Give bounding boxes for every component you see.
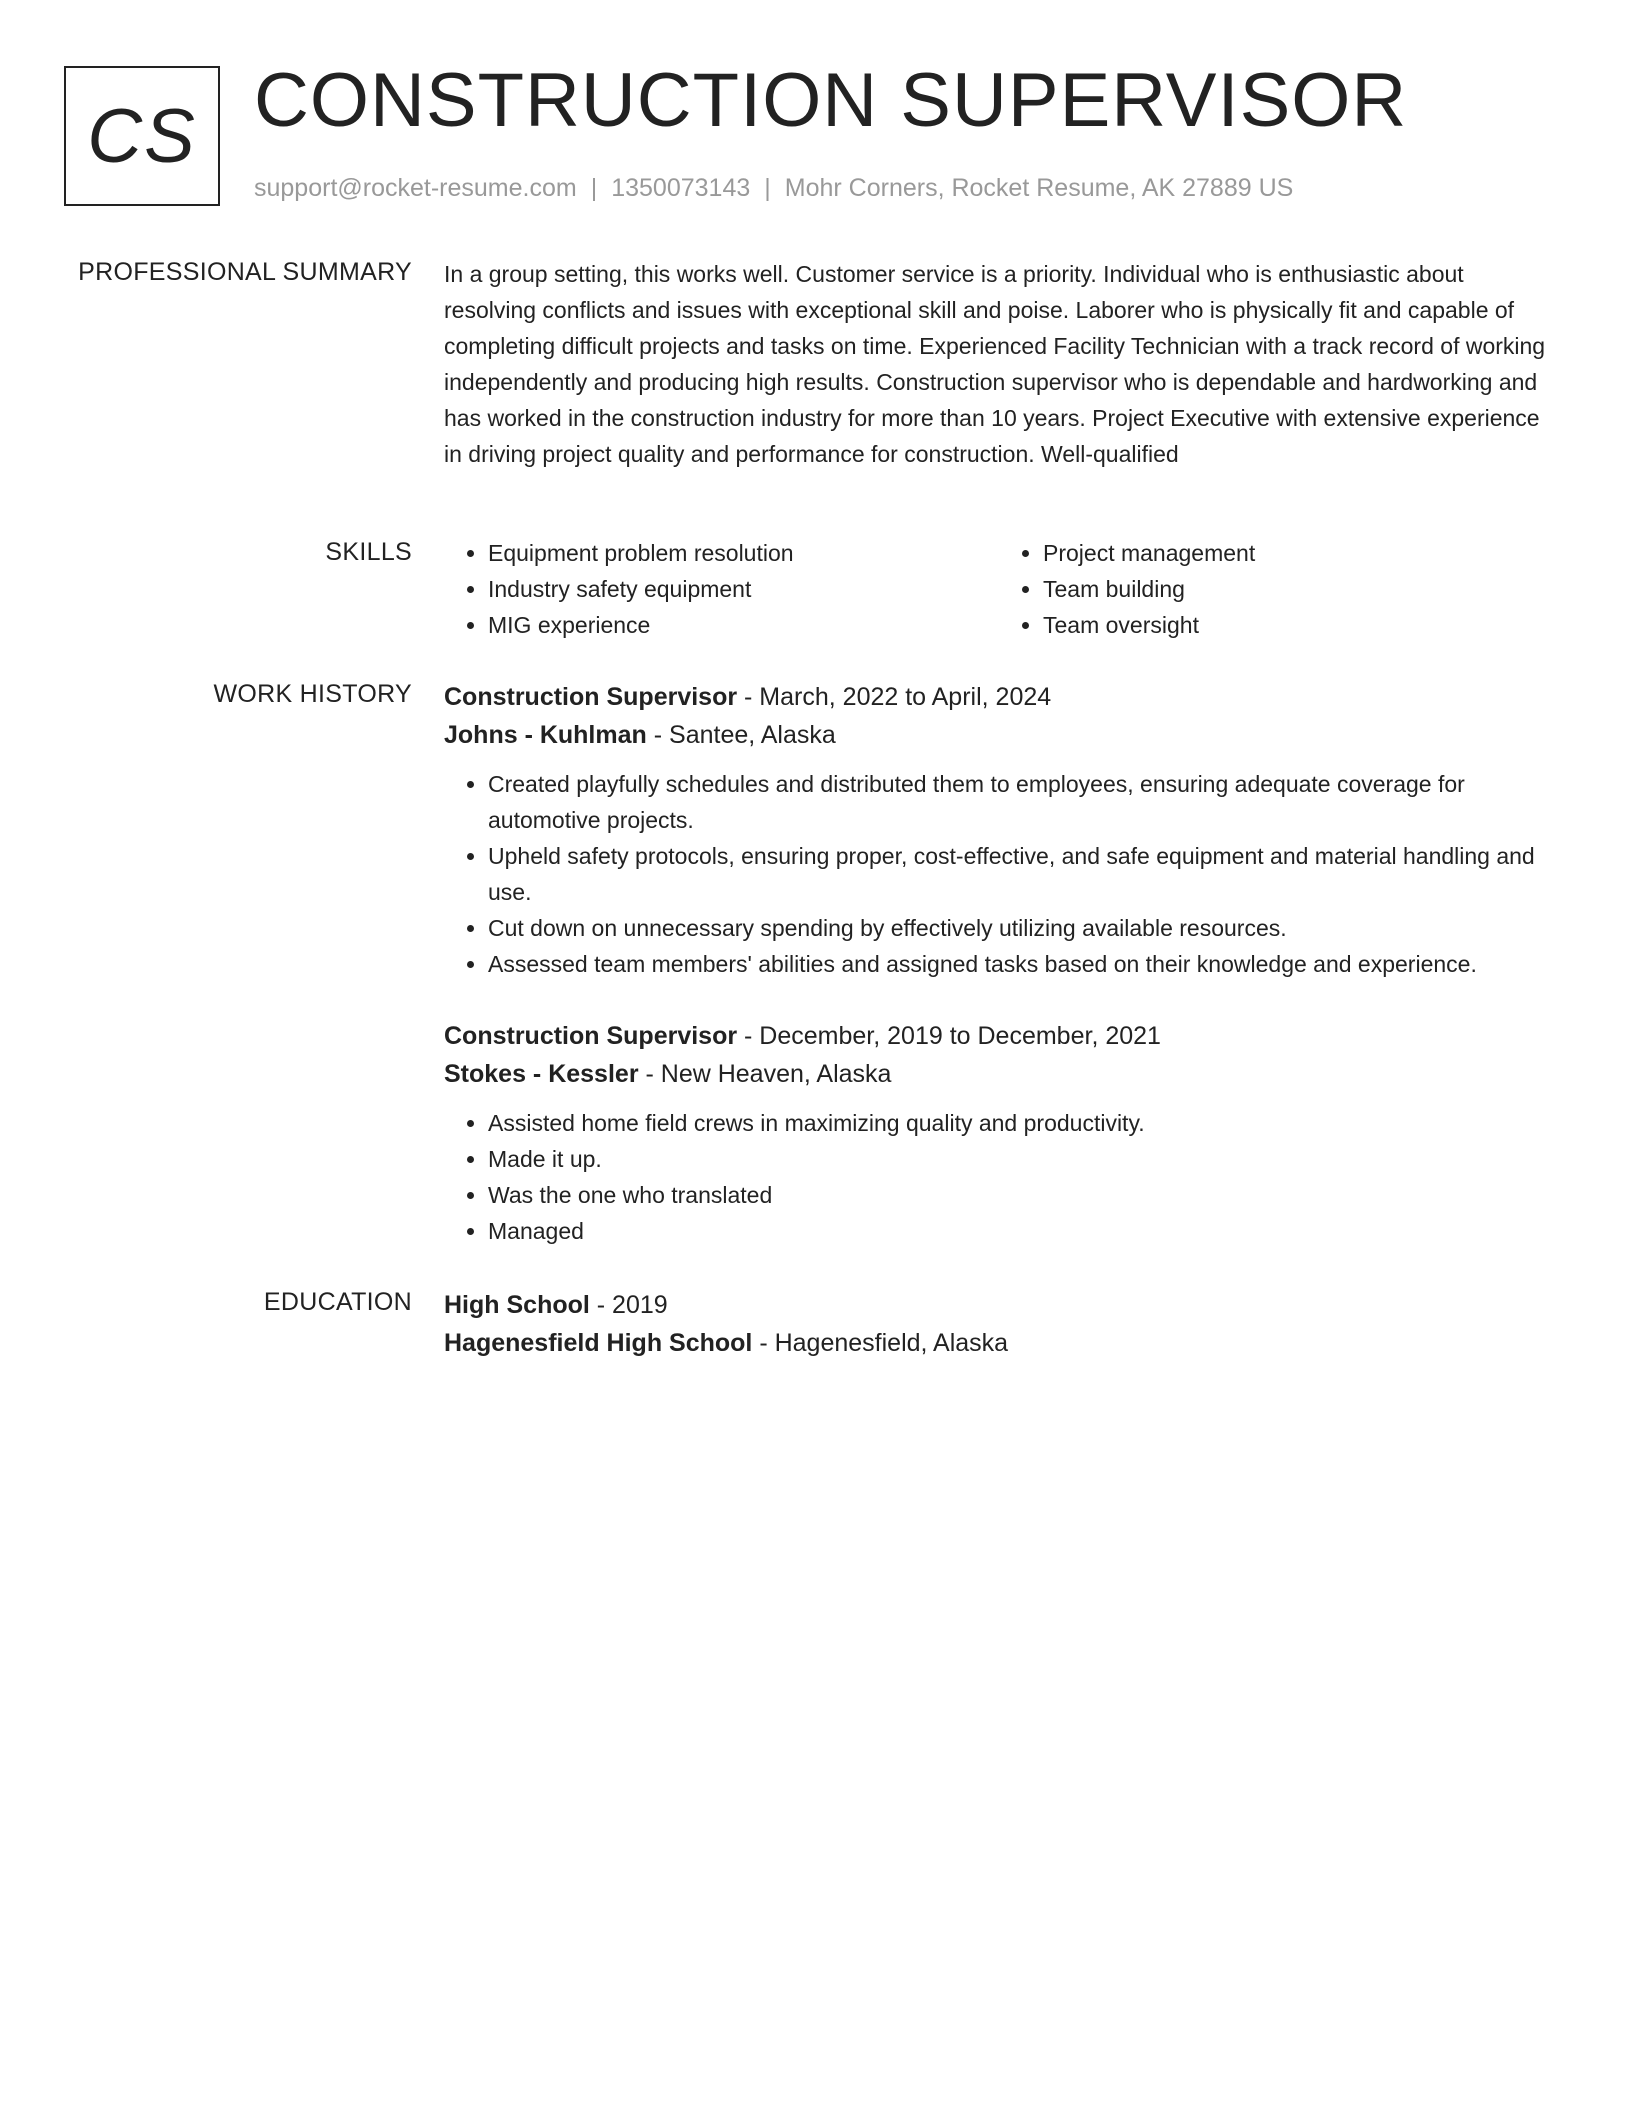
contact-line xyxy=(254,174,1293,203)
job-bullet-list xyxy=(444,1105,1554,1249)
summary-label: PROFESSIONAL SUMMARY xyxy=(78,258,412,286)
job-title: Construction Supervisor xyxy=(444,1022,738,1050)
job-bullet-list xyxy=(444,766,1554,982)
skill-item: • Equipment problem resolution xyxy=(488,535,999,571)
job-title-line xyxy=(444,678,1554,716)
education-label: EDUCATION xyxy=(263,1288,412,1316)
job-bullet: • Upheld safety protocols, ensuring proper, cost-effective, and safe equipment and material handling and use. xyxy=(488,838,1554,910)
skill-item: • Industry safety equipment xyxy=(488,571,999,607)
job-title: Construction Supervisor xyxy=(444,683,738,711)
skills-label: SKILLS xyxy=(325,538,412,566)
job-bullet: • Was the one who translated xyxy=(488,1177,1554,1213)
contact-separator: | xyxy=(764,174,771,202)
monogram-logo: CS xyxy=(64,66,220,206)
job-entry xyxy=(444,1017,1554,1249)
skill-item: • Team building xyxy=(1043,571,1554,607)
job-company: Stokes - Kessler xyxy=(444,1060,639,1088)
skill-item: • MIG experience xyxy=(488,607,999,643)
graduation-year: - 2019 xyxy=(589,1291,668,1319)
summary-text: In a group setting, this works well. Customer service is a priority. Individual who is enthusiastic about resolving conflicts and issues with exceptional skill and poise. Laborer who is physically fit and capable of completing difficult projects and tasks on time. Experienced Facility Technician with a track record of working independently and producing high results. Construction supervisor who is dependable and hardworking and has worked in the construction industry for more than 10 years. Project Executive with extensive experience in driving project quality and performance for construction. Well-qualified xyxy=(444,261,1546,467)
contact-email[interactable]: support@rocket-resume.com xyxy=(254,174,577,202)
job-company: Johns - Kuhlman xyxy=(444,721,647,749)
job-company-line xyxy=(444,716,1554,754)
school-location: - Hagenesfield, Alaska xyxy=(752,1329,1009,1357)
job-bullet: • Cut down on unnecessary spending by effectively utilizing available resources. xyxy=(488,910,1554,946)
job-bullet: • Assessed team members' abilities and assigned tasks based on their knowledge and experience. xyxy=(488,946,1554,982)
job-location: - New Heaven, Alaska xyxy=(638,1060,892,1088)
skills-list-left xyxy=(444,535,999,643)
job-bullet: • Assisted home field crews in maximizing quality and productivity. xyxy=(488,1105,1554,1141)
work-history-label: WORK HISTORY xyxy=(213,680,412,708)
degree: High School xyxy=(444,1291,590,1319)
contact-separator: | xyxy=(590,174,598,202)
job-bullet: • Made it up. xyxy=(488,1141,1554,1177)
job-bullet: • Managed xyxy=(488,1213,1554,1249)
degree-line xyxy=(444,1286,1554,1324)
resume-title: CONSTRUCTION SUPERVISOR xyxy=(254,58,1408,143)
job-location: - Santee, Alaska xyxy=(646,721,836,749)
skills-list-right xyxy=(999,535,1554,643)
school-name: Hagenesfield High School xyxy=(444,1329,753,1357)
job-bullet: • Created playfully schedules and distributed them to employees, ensuring adequate coverage for automotive projects. xyxy=(488,766,1554,838)
job-dates: - March, 2022 to April, 2024 xyxy=(737,683,1052,711)
skills-section xyxy=(444,535,1554,643)
contact-phone[interactable]: 1350073143 xyxy=(611,174,751,202)
skill-item: • Project management xyxy=(1043,535,1554,571)
contact-address: Mohr Corners, Rocket Resume, AK 27889 US xyxy=(784,174,1294,202)
skill-item: • Team oversight xyxy=(1043,607,1554,643)
job-dates: - December, 2019 to December, 2021 xyxy=(737,1022,1161,1050)
education-section xyxy=(444,1286,1554,1362)
job-title-line xyxy=(444,1017,1554,1055)
job-entry xyxy=(444,678,1554,982)
job-company-line xyxy=(444,1055,1554,1093)
school-line xyxy=(444,1324,1554,1362)
summary-section xyxy=(444,256,1554,472)
